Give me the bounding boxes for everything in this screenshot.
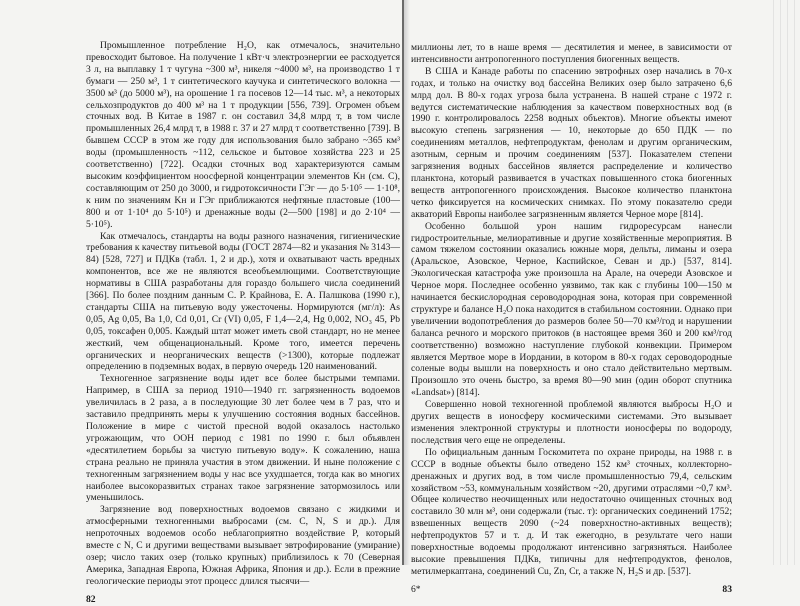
paragraph: Особенно большой урон нашим гидроресурсам нанесли гидростроительные, мелиоративные и другие хозяйственные мероприятия. В самом тяжелом состоянии оказались южные моря, дельты, лиманы и озера (Аральское, Азовское, Черное, Каспийское, Севан и др.) [537, 814]. Экологическая катастрофа уже произошла на Арале, на очереди Азовское и Черное моря. Последнее особенно уязвимо, так как с глубины 100—150 м начинается бескислородная сероводородная зона, которая при современной структуре и балансе H₂O пока находится в стабильном состоянии. Однако при увеличении водопотребления до размеров более 50—70 км³/год и нарушении баланса речного и морского притоков (в настоящее время 360 и 200 км³/год соответственно) возможно наступление глубокой конвекции. Примером является Мертвое море в Иордании, в котором в 80-х годах сероводородные соленые воды вышли на поверхность и оно стало действительно мертвым. Произошло это очень быстро, за время 80—90 мин (один оборот спутника «Landsat») [814]. xyxy=(411,220,732,399)
paragraph-continuation: миллионы лет, то в наше время — десятилетия и менее, в зависимости от интенсивности антропогенного поступления биогенных веществ. xyxy=(411,42,732,65)
right-page-footer xyxy=(411,584,732,596)
signature-mark: 6* xyxy=(411,583,421,595)
book-spine-gradient xyxy=(404,0,410,565)
left-page xyxy=(86,40,400,606)
paragraph: По официальным данным Госкомитета по охране природы, на 1988 г. в СССР в водные объекты было отведено 152 км³ сточных, коллекторно-дренажных и других вод, в том числе промышленностью 79,4, сельским хозяйством ~53, коммунальным хозяйством ~20, другими отраслями ~0,7 км³. Общее количество неочищенных или недостаточно очищенных сточных вод составило 30 млн м³, они содержали (тыс. т): органических соединений 1752; взвешенных веществ 2090 (~24 поверхностно-активных веществ); нефтепродуктов 57 и т. д. И так ежегодно, в результате чего наши поверхностные водоемы продолжают интенсивно загрязняться. Наиболее высокие превышения ПДКв, типичны для нефтепродуктов, фенолов, метилмеркаптана, соединений Cu, Zn, Cr, а также N, H₂S и др. [537]. xyxy=(411,446,732,577)
left-page-footer xyxy=(86,594,400,606)
paragraph: Совершенно новой техногенной проблемой являются выбросы H₂O и других веществ в ионосферу космическими системами. Это вызывает изменения электронной структуры и плотности ионосферы по водороду, последствия чего еще не определены. xyxy=(411,399,732,446)
paragraph: Промышленное потребление H₂O, как отмечалось, значительно превосходит бытовое. На получение 1 кВт·ч электроэнергии ее расходуется 3 л, на выплавку 1 т чугуна ~300 м³, никеля ~4000 м³, на производство 1 т бумаги — 250 м³, 1 т синтетического каучука и синтетического волокна — 3500 м³ (до 5000 м³), на орошение 1 га посевов 12—14 тыс. м³, а некоторых сельхозпродуктов до 400 м³ на 1 т продукции [556, 739]. Огромен объем сточных вод. В Китае в 1987 г. он составил 34,8 млрд т, в том числе промышленных 26,4 млрд т, в 1988 г. 37 и 27 млрд т соответственно [739]. В бывшем СССР в этом же году для использования было забрано ~365 км³ воды (промышленность ~112, сельское и бытовое хозяйства 223 и 25 соответственно) [722]. Осадки сточных вод характеризуются самым высоким коэффициентом ноосферной концентрации элементов Kн (см. C), составляющим от 250 до 3000, и гидротоксичности ГЭг — до 5·10⁵ — 1·10⁸, к ним по значениям Kн и ГЭг приближаются нефтяные пластовые (100—800 и от 1·10⁴ до 5·10⁵) и дренажные воды (2—500 [198] и до 2·10⁴ — 5·10⁵). xyxy=(86,40,400,230)
page-number-right: 83 xyxy=(722,583,732,595)
page-number-left: 82 xyxy=(86,593,96,605)
paragraph: В США и Канаде работы по спасению эвтрофных озер начались в 70-х годах, и только на очистку вод бассейна Великих озер было затрачено 6,6 млрд дол. В 80-х годах угроза была устранена. В нашей стране с 1972 г. ведутся систематические наблюдения за качеством поверхностных вод (в 1990 г. контролировалось 2258 водных объектов). Многие объекты имеют высокую степень загрязнения — 10, некоторые до 650 ПДК — по соединениям металлов, нефтепродуктам, фенолам и другим органическим, азотным, серным и прочим соединениям [537]. Показателем степени загрязнения водных бассейнов является распределение и количество планктона, который развивается в участках повышенного стока биогенных веществ антропогенного происхождения. Высокое количество планктона четко фиксируется на космических снимках. По этому показателю среди акваторий Европы наиболее загрязненным является Черное море [814]. xyxy=(411,65,732,220)
paragraph: Как отмечалось, стандарты на воды разного назначения, гигиенические требования к качеству питьевой воды (ГОСТ 2874—82 и указания № 3143—84) [528, 727] и ПДКв (табл. 1, 2 и др.), хотя и охватывают часть вредных компонентов, все же не являются всеобъемлющими. Соответствующие нормативы в США разработаны для гораздо большего числа соединений [366]. По более поздним данным С. Р. Крайнова, Е. А. Палшкова (1990 г.), стандарты США на питьевую воду ужесточены. Нормируются (мг/л): As 0,05, Ag 0,05, Ba 1,0, Cd 0,01, Cr (VI) 0,05, F 1,4—2,4, Hg 0,002, NO₃ 45, Pb 0,05, токсафен 0,005. Каждый штат может иметь свой стандарт, но не менее жесткий, чем общенациональный. Кроме того, имеется перечень органических и неорганических веществ (>1300), которые подлежат определению в подземных водах, в первую очередь 120 наименований. xyxy=(86,230,400,373)
paragraph: Техногенное загрязнение воды идет все более быстрыми темпами. Например, в США за период 1910—1940 гг. загрязненность водоемов увеличилась в 2 раза, а в последующие 30 лет более чем в 7 раз, что и заставило предпринять меры к улучшению состояния водных бассейнов. Положение в мире с чистой пресной водой оказалось настолько угрожающим, что ООН период с 1981 по 1990 г. был объявлен «десятилетием борьбы за чистую питьевую воду». К сожалению, наша страна реально не приняла участия в этом движении. И ныне положение с техногенным загрязнением воды у нас все ухудшается, тогда как во многих наиболее высокоразвитых странах такое загрязнение затормозилось или уменьшилось. xyxy=(86,373,400,504)
right-page xyxy=(411,42,732,596)
page-edges xyxy=(770,0,800,565)
paragraph: Загрязнение вод поверхностных водоемов связано с жидкими и атмосферными техногенными выбросами (см. C, N, S и др.). Для непроточных водоемов особо неблагоприятно воздействие P, который вместе с N, C и другими веществами вызывает эвтрофирование (умирание) озер; число таких озер (только крупных) приблизилось к 70 (Северная Америка, Западная Европа, Южная Африка, Япония и др.). Если в прежние геологические периоды этот процесс длился тысячи— xyxy=(86,504,400,587)
